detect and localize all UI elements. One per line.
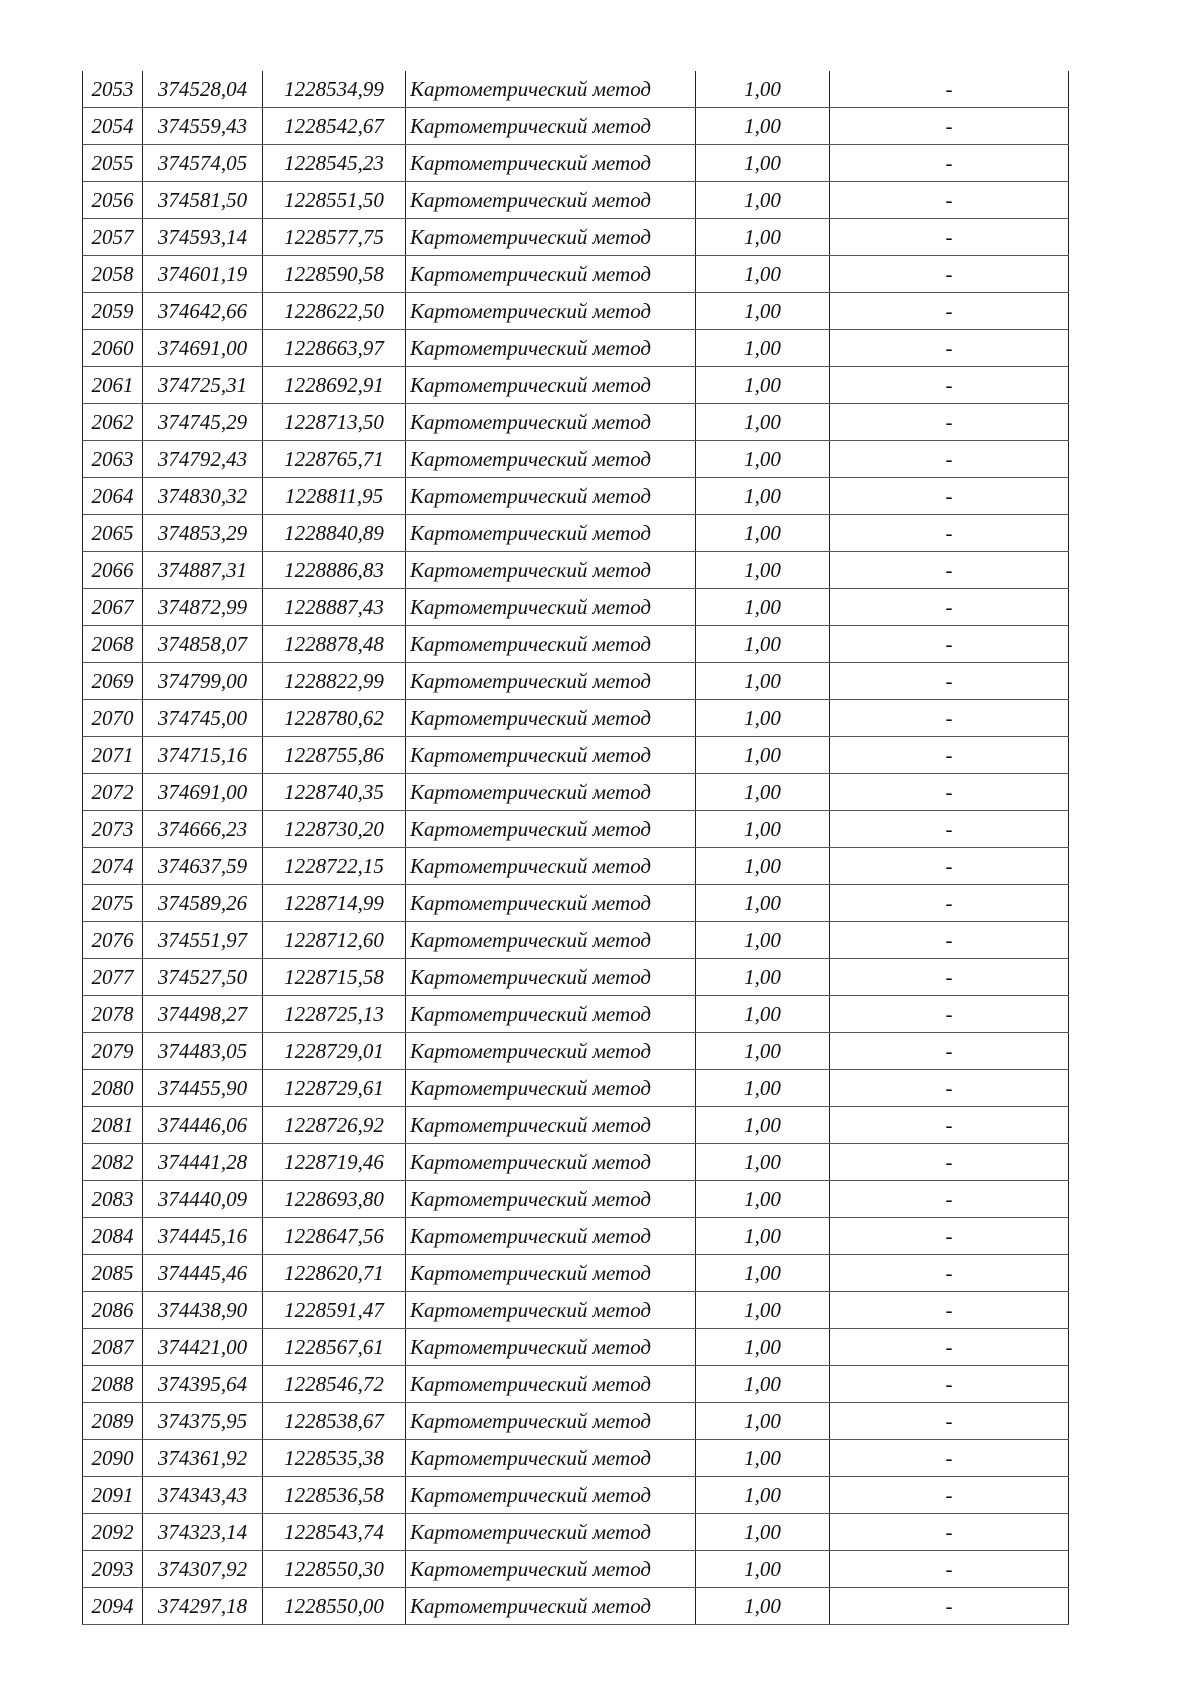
point-number-cell: 2059 <box>83 293 143 330</box>
description-cell: - <box>830 589 1069 626</box>
method-cell: Картометрический метод <box>406 219 696 256</box>
point-number-cell: 2068 <box>83 626 143 663</box>
point-number-cell: 2093 <box>83 1551 143 1588</box>
x-coordinate-cell: 374498,27 <box>143 996 263 1033</box>
method-cell: Картометрический метод <box>406 1255 696 1292</box>
table-row <box>83 922 1069 959</box>
accuracy-cell: 1,00 <box>696 1477 830 1514</box>
point-number-cell: 2064 <box>83 478 143 515</box>
description-cell: - <box>830 1477 1069 1514</box>
x-coordinate-cell: 374872,99 <box>143 589 263 626</box>
table-row <box>83 996 1069 1033</box>
description-cell: - <box>830 1588 1069 1625</box>
y-coordinate-cell: 1228567,61 <box>263 1329 406 1366</box>
description-cell: - <box>830 700 1069 737</box>
x-coordinate-cell: 374853,29 <box>143 515 263 552</box>
accuracy-cell: 1,00 <box>696 1144 830 1181</box>
description-cell: - <box>830 663 1069 700</box>
method-cell: Картометрический метод <box>406 404 696 441</box>
point-number-cell: 2094 <box>83 1588 143 1625</box>
point-number-cell: 2077 <box>83 959 143 996</box>
y-coordinate-cell: 1228878,48 <box>263 626 406 663</box>
method-cell: Картометрический метод <box>406 626 696 663</box>
point-number-cell: 2089 <box>83 1403 143 1440</box>
y-coordinate-cell: 1228886,83 <box>263 552 406 589</box>
accuracy-cell: 1,00 <box>696 515 830 552</box>
point-number-cell: 2073 <box>83 811 143 848</box>
x-coordinate-cell: 374343,43 <box>143 1477 263 1514</box>
point-number-cell: 2081 <box>83 1107 143 1144</box>
method-cell: Картометрический метод <box>406 1588 696 1625</box>
table-row <box>83 1514 1069 1551</box>
description-cell: - <box>830 367 1069 404</box>
x-coordinate-cell: 374395,64 <box>143 1366 263 1403</box>
point-number-cell: 2063 <box>83 441 143 478</box>
method-cell: Картометрический метод <box>406 663 696 700</box>
point-number-cell: 2069 <box>83 663 143 700</box>
description-cell: - <box>830 145 1069 182</box>
method-cell: Картометрический метод <box>406 478 696 515</box>
method-cell: Картометрический метод <box>406 1403 696 1440</box>
table-row <box>83 1033 1069 1070</box>
method-cell: Картометрический метод <box>406 737 696 774</box>
x-coordinate-cell: 374446,06 <box>143 1107 263 1144</box>
x-coordinate-cell: 374666,23 <box>143 811 263 848</box>
method-cell: Картометрический метод <box>406 1477 696 1514</box>
method-cell: Картометрический метод <box>406 1033 696 1070</box>
point-number-cell: 2080 <box>83 1070 143 1107</box>
accuracy-cell: 1,00 <box>696 811 830 848</box>
description-cell: - <box>830 811 1069 848</box>
method-cell: Картометрический метод <box>406 922 696 959</box>
y-coordinate-cell: 1228546,72 <box>263 1366 406 1403</box>
coordinates-table <box>82 71 1069 1625</box>
y-coordinate-cell: 1228550,30 <box>263 1551 406 1588</box>
accuracy-cell: 1,00 <box>696 1107 830 1144</box>
table-row <box>83 219 1069 256</box>
x-coordinate-cell: 374440,09 <box>143 1181 263 1218</box>
x-coordinate-cell: 374375,95 <box>143 1403 263 1440</box>
y-coordinate-cell: 1228622,50 <box>263 293 406 330</box>
method-cell: Картометрический метод <box>406 515 696 552</box>
description-cell: - <box>830 1218 1069 1255</box>
description-cell: - <box>830 552 1069 589</box>
table-row <box>83 1181 1069 1218</box>
y-coordinate-cell: 1228577,75 <box>263 219 406 256</box>
point-number-cell: 2092 <box>83 1514 143 1551</box>
y-coordinate-cell: 1228551,50 <box>263 182 406 219</box>
point-number-cell: 2074 <box>83 848 143 885</box>
accuracy-cell: 1,00 <box>696 848 830 885</box>
y-coordinate-cell: 1228755,86 <box>263 737 406 774</box>
table-row <box>83 1292 1069 1329</box>
method-cell: Картометрический метод <box>406 367 696 404</box>
accuracy-cell: 1,00 <box>696 1329 830 1366</box>
table-row <box>83 404 1069 441</box>
method-cell: Картометрический метод <box>406 1070 696 1107</box>
x-coordinate-cell: 374361,92 <box>143 1440 263 1477</box>
method-cell: Картометрический метод <box>406 1329 696 1366</box>
accuracy-cell: 1,00 <box>696 1070 830 1107</box>
y-coordinate-cell: 1228887,43 <box>263 589 406 626</box>
accuracy-cell: 1,00 <box>696 256 830 293</box>
accuracy-cell: 1,00 <box>696 663 830 700</box>
description-cell: - <box>830 71 1069 108</box>
x-coordinate-cell: 374637,59 <box>143 848 263 885</box>
point-number-cell: 2072 <box>83 774 143 811</box>
table-row <box>83 367 1069 404</box>
description-cell: - <box>830 1107 1069 1144</box>
x-coordinate-cell: 374551,97 <box>143 922 263 959</box>
point-number-cell: 2056 <box>83 182 143 219</box>
x-coordinate-cell: 374593,14 <box>143 219 263 256</box>
description-cell: - <box>830 182 1069 219</box>
x-coordinate-cell: 374307,92 <box>143 1551 263 1588</box>
x-coordinate-cell: 374745,29 <box>143 404 263 441</box>
description-cell: - <box>830 108 1069 145</box>
accuracy-cell: 1,00 <box>696 330 830 367</box>
description-cell: - <box>830 1329 1069 1366</box>
description-cell: - <box>830 774 1069 811</box>
x-coordinate-cell: 374858,07 <box>143 626 263 663</box>
x-coordinate-cell: 374441,28 <box>143 1144 263 1181</box>
method-cell: Картометрический метод <box>406 700 696 737</box>
x-coordinate-cell: 374715,16 <box>143 737 263 774</box>
x-coordinate-cell: 374581,50 <box>143 182 263 219</box>
accuracy-cell: 1,00 <box>696 959 830 996</box>
accuracy-cell: 1,00 <box>696 552 830 589</box>
point-number-cell: 2090 <box>83 1440 143 1477</box>
accuracy-cell: 1,00 <box>696 71 830 108</box>
y-coordinate-cell: 1228534,99 <box>263 71 406 108</box>
y-coordinate-cell: 1228722,15 <box>263 848 406 885</box>
y-coordinate-cell: 1228715,58 <box>263 959 406 996</box>
description-cell: - <box>830 1070 1069 1107</box>
table-row <box>83 774 1069 811</box>
table-row <box>83 1403 1069 1440</box>
point-number-cell: 2065 <box>83 515 143 552</box>
table-row <box>83 848 1069 885</box>
table-row <box>83 1551 1069 1588</box>
point-number-cell: 2085 <box>83 1255 143 1292</box>
y-coordinate-cell: 1228822,99 <box>263 663 406 700</box>
accuracy-cell: 1,00 <box>696 219 830 256</box>
y-coordinate-cell: 1228729,01 <box>263 1033 406 1070</box>
x-coordinate-cell: 374725,31 <box>143 367 263 404</box>
y-coordinate-cell: 1228591,47 <box>263 1292 406 1329</box>
point-number-cell: 2084 <box>83 1218 143 1255</box>
x-coordinate-cell: 374589,26 <box>143 885 263 922</box>
method-cell: Картометрический метод <box>406 811 696 848</box>
method-cell: Картометрический метод <box>406 1144 696 1181</box>
accuracy-cell: 1,00 <box>696 885 830 922</box>
method-cell: Картометрический метод <box>406 885 696 922</box>
method-cell: Картометрический метод <box>406 71 696 108</box>
description-cell: - <box>830 1514 1069 1551</box>
point-number-cell: 2076 <box>83 922 143 959</box>
y-coordinate-cell: 1228780,62 <box>263 700 406 737</box>
y-coordinate-cell: 1228536,58 <box>263 1477 406 1514</box>
x-coordinate-cell: 374421,00 <box>143 1329 263 1366</box>
description-cell: - <box>830 1292 1069 1329</box>
method-cell: Картометрический метод <box>406 1514 696 1551</box>
description-cell: - <box>830 441 1069 478</box>
x-coordinate-cell: 374445,46 <box>143 1255 263 1292</box>
description-cell: - <box>830 515 1069 552</box>
table-row <box>83 811 1069 848</box>
accuracy-cell: 1,00 <box>696 182 830 219</box>
accuracy-cell: 1,00 <box>696 1403 830 1440</box>
accuracy-cell: 1,00 <box>696 1588 830 1625</box>
y-coordinate-cell: 1228713,50 <box>263 404 406 441</box>
table-row <box>83 1366 1069 1403</box>
description-cell: - <box>830 996 1069 1033</box>
method-cell: Картометрический метод <box>406 293 696 330</box>
method-cell: Картометрический метод <box>406 1440 696 1477</box>
y-coordinate-cell: 1228542,67 <box>263 108 406 145</box>
method-cell: Картометрический метод <box>406 552 696 589</box>
accuracy-cell: 1,00 <box>696 1292 830 1329</box>
accuracy-cell: 1,00 <box>696 1366 830 1403</box>
method-cell: Картометрический метод <box>406 1107 696 1144</box>
y-coordinate-cell: 1228714,99 <box>263 885 406 922</box>
point-number-cell: 2082 <box>83 1144 143 1181</box>
table-row <box>83 1218 1069 1255</box>
point-number-cell: 2083 <box>83 1181 143 1218</box>
accuracy-cell: 1,00 <box>696 626 830 663</box>
table-row <box>83 1588 1069 1625</box>
description-cell: - <box>830 959 1069 996</box>
accuracy-cell: 1,00 <box>696 1440 830 1477</box>
description-cell: - <box>830 256 1069 293</box>
x-coordinate-cell: 374527,50 <box>143 959 263 996</box>
point-number-cell: 2054 <box>83 108 143 145</box>
x-coordinate-cell: 374559,43 <box>143 108 263 145</box>
table-row <box>83 589 1069 626</box>
y-coordinate-cell: 1228740,35 <box>263 774 406 811</box>
table-row <box>83 1144 1069 1181</box>
description-cell: - <box>830 737 1069 774</box>
x-coordinate-cell: 374792,43 <box>143 441 263 478</box>
table-row <box>83 1440 1069 1477</box>
table-row <box>83 626 1069 663</box>
x-coordinate-cell: 374297,18 <box>143 1588 263 1625</box>
y-coordinate-cell: 1228647,56 <box>263 1218 406 1255</box>
x-coordinate-cell: 374691,00 <box>143 774 263 811</box>
table-row <box>83 959 1069 996</box>
description-cell: - <box>830 404 1069 441</box>
accuracy-cell: 1,00 <box>696 478 830 515</box>
table-row <box>83 1477 1069 1514</box>
table-row <box>83 515 1069 552</box>
description-cell: - <box>830 330 1069 367</box>
description-cell: - <box>830 1403 1069 1440</box>
point-number-cell: 2091 <box>83 1477 143 1514</box>
method-cell: Картометрический метод <box>406 1181 696 1218</box>
point-number-cell: 2087 <box>83 1329 143 1366</box>
table-row <box>83 700 1069 737</box>
accuracy-cell: 1,00 <box>696 441 830 478</box>
method-cell: Картометрический метод <box>406 774 696 811</box>
accuracy-cell: 1,00 <box>696 589 830 626</box>
x-coordinate-cell: 374691,00 <box>143 330 263 367</box>
description-cell: - <box>830 1255 1069 1292</box>
method-cell: Картометрический метод <box>406 589 696 626</box>
point-number-cell: 2055 <box>83 145 143 182</box>
x-coordinate-cell: 374642,66 <box>143 293 263 330</box>
point-number-cell: 2060 <box>83 330 143 367</box>
description-cell: - <box>830 1144 1069 1181</box>
point-number-cell: 2061 <box>83 367 143 404</box>
point-number-cell: 2088 <box>83 1366 143 1403</box>
table-row <box>83 330 1069 367</box>
description-cell: - <box>830 219 1069 256</box>
accuracy-cell: 1,00 <box>696 293 830 330</box>
coordinates-table-body <box>83 71 1069 1625</box>
x-coordinate-cell: 374438,90 <box>143 1292 263 1329</box>
method-cell: Картометрический метод <box>406 1292 696 1329</box>
table-row <box>83 145 1069 182</box>
accuracy-cell: 1,00 <box>696 1551 830 1588</box>
method-cell: Картометрический метод <box>406 182 696 219</box>
accuracy-cell: 1,00 <box>696 145 830 182</box>
description-cell: - <box>830 478 1069 515</box>
x-coordinate-cell: 374483,05 <box>143 1033 263 1070</box>
accuracy-cell: 1,00 <box>696 996 830 1033</box>
x-coordinate-cell: 374323,14 <box>143 1514 263 1551</box>
accuracy-cell: 1,00 <box>696 1218 830 1255</box>
x-coordinate-cell: 374445,16 <box>143 1218 263 1255</box>
method-cell: Картометрический метод <box>406 1366 696 1403</box>
method-cell: Картометрический метод <box>406 848 696 885</box>
x-coordinate-cell: 374830,32 <box>143 478 263 515</box>
method-cell: Картометрический метод <box>406 330 696 367</box>
table-row <box>83 1329 1069 1366</box>
method-cell: Картометрический метод <box>406 959 696 996</box>
table-row <box>83 478 1069 515</box>
table-row <box>83 108 1069 145</box>
y-coordinate-cell: 1228693,80 <box>263 1181 406 1218</box>
y-coordinate-cell: 1228726,92 <box>263 1107 406 1144</box>
description-cell: - <box>830 1551 1069 1588</box>
description-cell: - <box>830 626 1069 663</box>
table-row <box>83 1070 1069 1107</box>
point-number-cell: 2066 <box>83 552 143 589</box>
point-number-cell: 2062 <box>83 404 143 441</box>
method-cell: Картометрический метод <box>406 108 696 145</box>
accuracy-cell: 1,00 <box>696 1181 830 1218</box>
description-cell: - <box>830 848 1069 885</box>
y-coordinate-cell: 1228535,38 <box>263 1440 406 1477</box>
x-coordinate-cell: 374528,04 <box>143 71 263 108</box>
accuracy-cell: 1,00 <box>696 367 830 404</box>
table-row <box>83 663 1069 700</box>
accuracy-cell: 1,00 <box>696 404 830 441</box>
table-row <box>83 552 1069 589</box>
table-row <box>83 885 1069 922</box>
description-cell: - <box>830 922 1069 959</box>
method-cell: Картометрический метод <box>406 145 696 182</box>
description-cell: - <box>830 1440 1069 1477</box>
y-coordinate-cell: 1228765,71 <box>263 441 406 478</box>
table-row <box>83 737 1069 774</box>
y-coordinate-cell: 1228545,23 <box>263 145 406 182</box>
description-cell: - <box>830 1366 1069 1403</box>
table-row <box>83 256 1069 293</box>
method-cell: Картометрический метод <box>406 256 696 293</box>
y-coordinate-cell: 1228692,91 <box>263 367 406 404</box>
y-coordinate-cell: 1228712,60 <box>263 922 406 959</box>
point-number-cell: 2070 <box>83 700 143 737</box>
y-coordinate-cell: 1228543,74 <box>263 1514 406 1551</box>
table-row <box>83 293 1069 330</box>
accuracy-cell: 1,00 <box>696 922 830 959</box>
y-coordinate-cell: 1228590,58 <box>263 256 406 293</box>
point-number-cell: 2058 <box>83 256 143 293</box>
table-row <box>83 441 1069 478</box>
y-coordinate-cell: 1228538,67 <box>263 1403 406 1440</box>
y-coordinate-cell: 1228840,89 <box>263 515 406 552</box>
method-cell: Картометрический метод <box>406 1218 696 1255</box>
point-number-cell: 2053 <box>83 71 143 108</box>
accuracy-cell: 1,00 <box>696 737 830 774</box>
y-coordinate-cell: 1228725,13 <box>263 996 406 1033</box>
y-coordinate-cell: 1228730,20 <box>263 811 406 848</box>
accuracy-cell: 1,00 <box>696 1255 830 1292</box>
x-coordinate-cell: 374601,19 <box>143 256 263 293</box>
table-row <box>83 71 1069 108</box>
method-cell: Картометрический метод <box>406 996 696 1033</box>
accuracy-cell: 1,00 <box>696 108 830 145</box>
description-cell: - <box>830 293 1069 330</box>
x-coordinate-cell: 374574,05 <box>143 145 263 182</box>
description-cell: - <box>830 1181 1069 1218</box>
point-number-cell: 2067 <box>83 589 143 626</box>
accuracy-cell: 1,00 <box>696 1514 830 1551</box>
accuracy-cell: 1,00 <box>696 774 830 811</box>
method-cell: Картометрический метод <box>406 441 696 478</box>
point-number-cell: 2071 <box>83 737 143 774</box>
y-coordinate-cell: 1228620,71 <box>263 1255 406 1292</box>
table-row <box>83 1107 1069 1144</box>
x-coordinate-cell: 374745,00 <box>143 700 263 737</box>
table-row <box>83 1255 1069 1292</box>
point-number-cell: 2057 <box>83 219 143 256</box>
x-coordinate-cell: 374455,90 <box>143 1070 263 1107</box>
table-row <box>83 182 1069 219</box>
x-coordinate-cell: 374799,00 <box>143 663 263 700</box>
y-coordinate-cell: 1228719,46 <box>263 1144 406 1181</box>
y-coordinate-cell: 1228811,95 <box>263 478 406 515</box>
point-number-cell: 2078 <box>83 996 143 1033</box>
accuracy-cell: 1,00 <box>696 1033 830 1070</box>
point-number-cell: 2086 <box>83 1292 143 1329</box>
x-coordinate-cell: 374887,31 <box>143 552 263 589</box>
y-coordinate-cell: 1228663,97 <box>263 330 406 367</box>
description-cell: - <box>830 885 1069 922</box>
y-coordinate-cell: 1228550,00 <box>263 1588 406 1625</box>
description-cell: - <box>830 1033 1069 1070</box>
y-coordinate-cell: 1228729,61 <box>263 1070 406 1107</box>
accuracy-cell: 1,00 <box>696 700 830 737</box>
point-number-cell: 2075 <box>83 885 143 922</box>
method-cell: Картометрический метод <box>406 1551 696 1588</box>
point-number-cell: 2079 <box>83 1033 143 1070</box>
